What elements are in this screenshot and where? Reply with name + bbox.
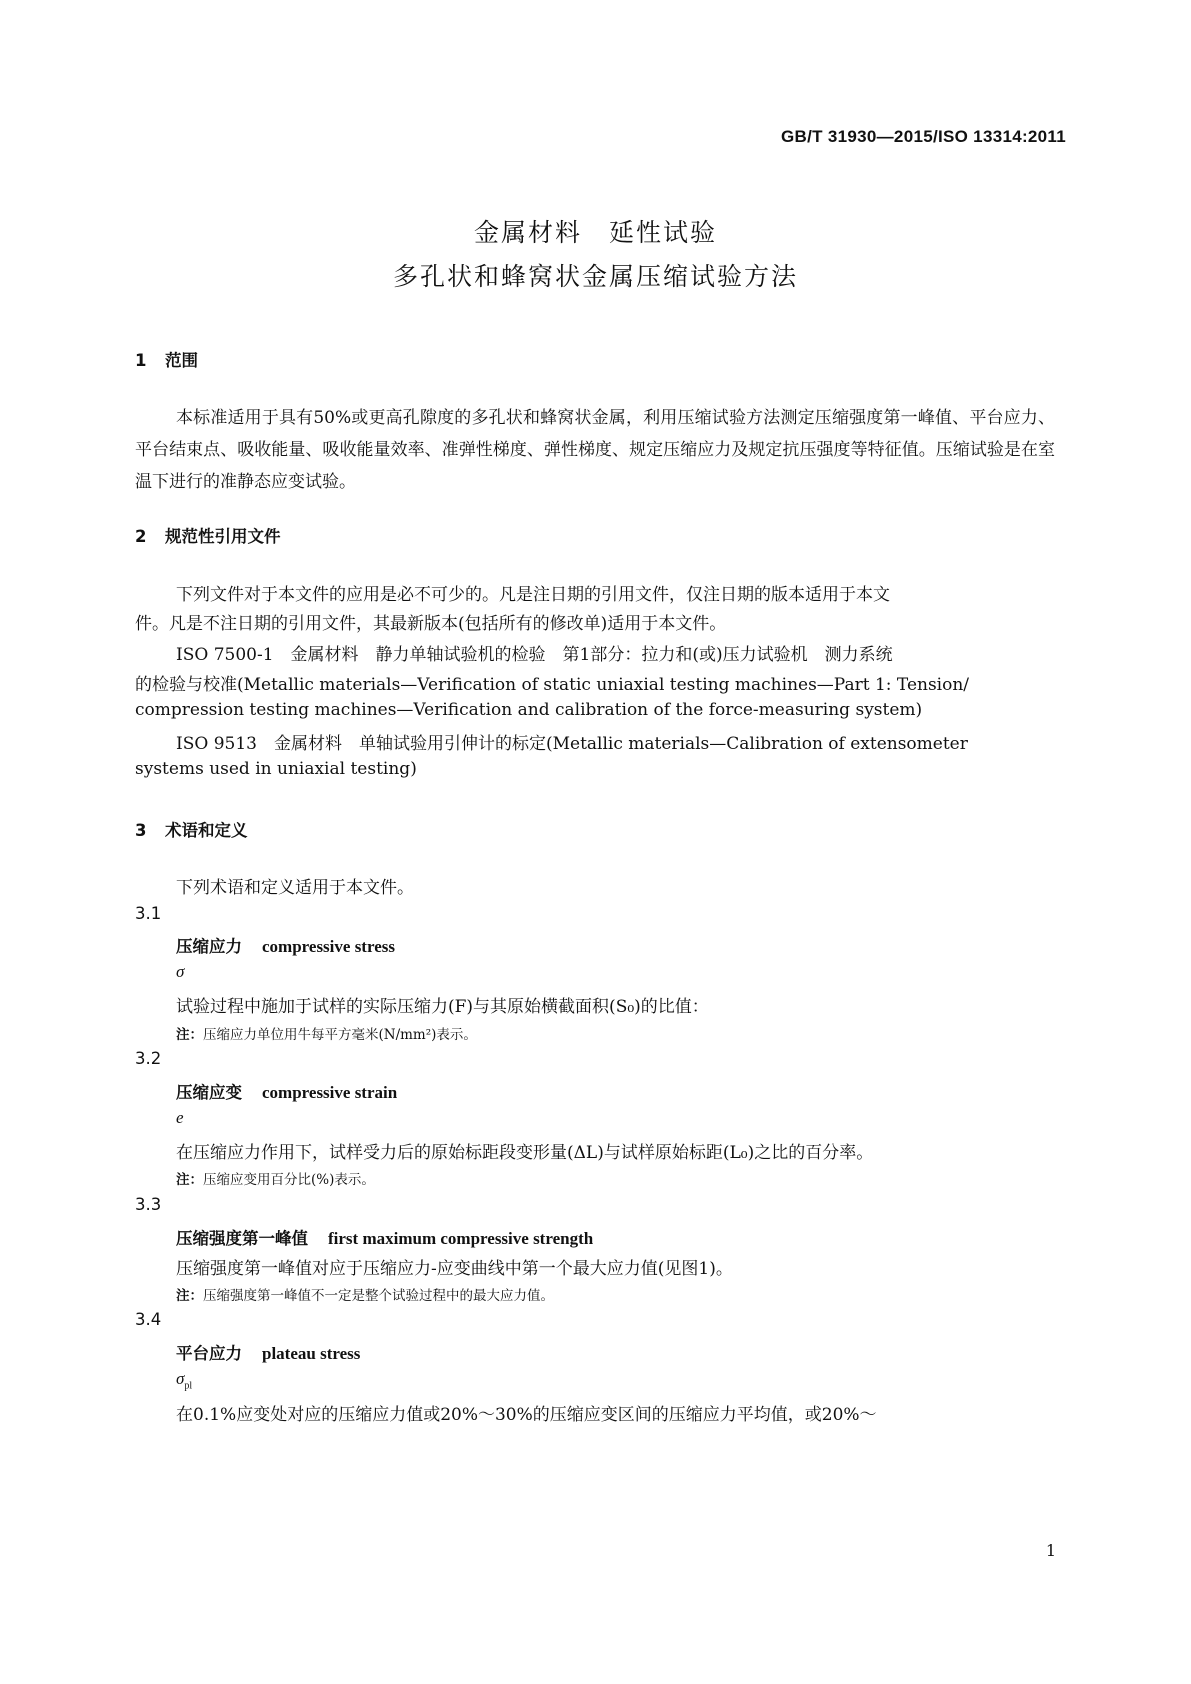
- term-definition: 压缩强度第一峰值对应于压缩应力-应变曲线中第一个最大应力值(见图1)。: [176, 1259, 733, 1279]
- term-definition: 在压缩应力作用下，试样受力后的原始标距段变形量(ΔL)与试样原始标距(L₀)之比的百分率。: [176, 1143, 874, 1163]
- term-zh: 平台应力: [176, 1344, 242, 1363]
- section-2-intro-line-2: 件。凡是不注日期的引用文件，其最新版本(包括所有的修改单)适用于本文件。: [135, 614, 727, 634]
- term-definition: 在0.1%应变处对应的压缩应力值或20%～30%的压缩应变区间的压缩应力平均值，或20%～: [176, 1405, 877, 1425]
- term-note: [176, 1023, 477, 1043]
- term-note: [176, 1284, 554, 1304]
- section-title: 范围: [165, 351, 198, 370]
- ref-iso9513-line-2: systems used in uniaxial testing): [135, 759, 417, 779]
- term-name: [176, 933, 395, 957]
- term-name: [176, 1079, 397, 1103]
- section-2-heading: [135, 523, 281, 547]
- term-note: [176, 1168, 375, 1188]
- term-zh: 压缩应力: [176, 937, 242, 956]
- section-number: 2: [135, 527, 147, 546]
- note-label: 注：: [176, 1288, 203, 1304]
- section-2-intro-line-1: 下列文件对于本文件的应用是必不可少的。凡是注日期的引用文件，仅注日期的版本适用于本文: [176, 585, 890, 605]
- section-title: 术语和定义: [165, 821, 248, 840]
- note-text: 压缩应力单位用牛每平方毫米(N/mm²)表示。: [203, 1027, 477, 1043]
- section-1-heading: [135, 347, 198, 371]
- symbol-subscript: pl: [184, 1380, 193, 1392]
- note-text: 压缩应变用百分比(%)表示。: [203, 1172, 375, 1188]
- term-en: plateau stress: [262, 1344, 361, 1363]
- term-zh: 压缩应变: [176, 1083, 242, 1102]
- title-line-1: 金属材料 延性试验: [473, 218, 717, 247]
- term-name: [176, 1340, 360, 1364]
- term-symbol: σ: [176, 962, 185, 981]
- term-definition: 试验过程中施加于试样的实际压缩力(F)与其原始横截面积(S₀)的比值：: [176, 997, 709, 1017]
- section-number: 3: [135, 821, 147, 840]
- section-1-paragraph: 本标准适用于具有50%或更高孔隙度的多孔状和蜂窝状金属，利用压缩试验方法测定压缩强度第一峰值、平台应力、平台结束点、吸收能量、吸收能量效率、准弹性梯度、弹性梯度、规定压缩应力及规定抗压强度等特征值。压缩试验是在室温下进行的准静态应变试验。: [135, 408, 1055, 492]
- section-number: 1: [135, 351, 147, 370]
- note-label: 注：: [176, 1027, 203, 1043]
- term-number: 3.3: [135, 1195, 162, 1214]
- term-en: first maximum compressive strength: [328, 1229, 594, 1248]
- term-number: 3.1: [135, 904, 162, 923]
- ref-iso7500-line-1: ISO 7500-1 金属材料 静力单轴试验机的检验 第1部分：拉力和(或)压力试验机 测力系统: [176, 645, 893, 665]
- section-3-heading: [135, 817, 248, 841]
- section-title: 规范性引用文件: [165, 527, 281, 546]
- term-number: 3.2: [135, 1049, 162, 1068]
- section-3-intro: 下列术语和定义适用于本文件。: [176, 878, 414, 898]
- page-number: 1: [1045, 1541, 1056, 1560]
- term-number: 3.4: [135, 1310, 162, 1329]
- standard-number: GB/T 31930—2015/ISO 13314:2011: [781, 127, 1066, 146]
- ref-iso9513-line-1: ISO 9513 金属材料 单轴试验用引伸计的标定(Metallic materials—Calibration of extensometer: [176, 734, 968, 754]
- symbol-base: σ: [176, 1369, 185, 1388]
- ref-iso7500-line-3: compression testing machines—Verification and calibration of the force-measuring system): [135, 700, 923, 720]
- term-en: compressive stress: [262, 937, 395, 956]
- term-symbol: [176, 1369, 192, 1391]
- note-text: 压缩强度第一峰值不一定是整个试验过程中的最大应力值。: [203, 1288, 554, 1304]
- note-label: 注：: [176, 1172, 203, 1188]
- term-en: compressive strain: [262, 1083, 398, 1102]
- term-zh: 压缩强度第一峰值: [176, 1229, 308, 1248]
- term-symbol: e: [176, 1108, 184, 1127]
- title-line-2: 多孔状和蜂窝状金属压缩试验方法: [392, 262, 798, 291]
- ref-iso7500-line-2: 的检验与校准(Metallic materials—Verification of static uniaxial testing machines—Part 1: Tension/: [135, 675, 970, 695]
- term-name: [176, 1225, 593, 1249]
